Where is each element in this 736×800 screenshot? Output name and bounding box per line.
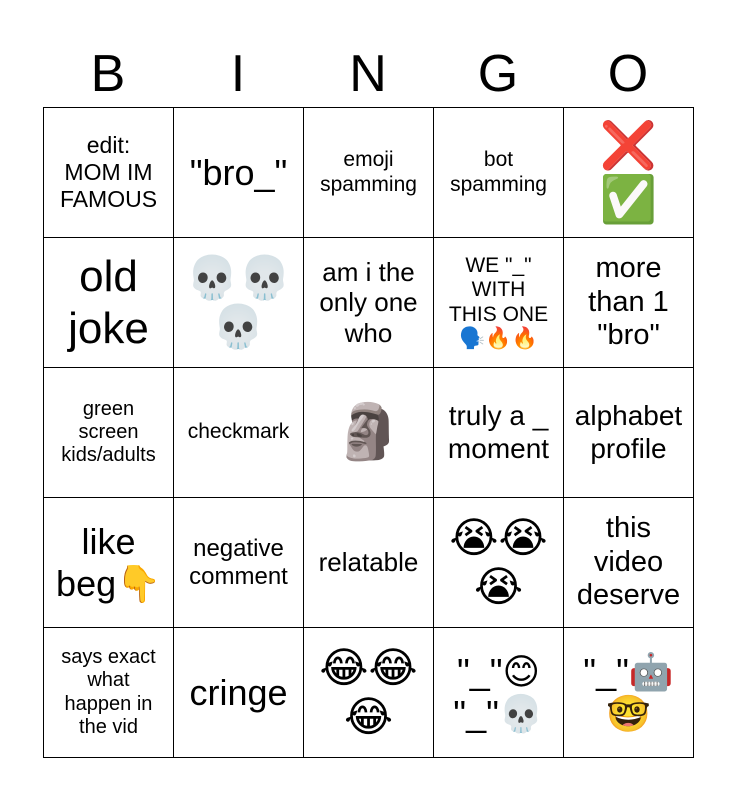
bingo-cell[interactable]: edit: MOM IM FAMOUS bbox=[44, 108, 174, 238]
bingo-cell[interactable]: 😭😭 😭 bbox=[434, 498, 564, 628]
bingo-cell[interactable]: green screen kids/adults bbox=[44, 368, 174, 498]
header-letter-n: N bbox=[349, 45, 387, 103]
bingo-cell[interactable]: cringe bbox=[174, 628, 304, 758]
bingo-cell[interactable]: am i the only one who bbox=[304, 238, 434, 368]
bingo-cell[interactable]: checkmark bbox=[174, 368, 304, 498]
bingo-cell[interactable]: truly a _ moment bbox=[434, 368, 564, 498]
bingo-cell[interactable]: 💀💀 💀 bbox=[174, 238, 304, 368]
bingo-cell[interactable]: emoji spamming bbox=[304, 108, 434, 238]
bingo-cell[interactable]: relatable bbox=[304, 498, 434, 628]
bingo-cell[interactable]: WE "_" WITH THIS ONE 🗣️🔥🔥 bbox=[434, 238, 564, 368]
bingo-cell[interactable]: old joke bbox=[44, 238, 174, 368]
bingo-cell[interactable]: 😂😂 😂 bbox=[304, 628, 434, 758]
bingo-header bbox=[43, 40, 693, 108]
bingo-cell[interactable]: alphabet profile bbox=[564, 368, 694, 498]
bingo-cell[interactable]: "bro_" bbox=[174, 108, 304, 238]
bingo-board bbox=[43, 107, 694, 758]
bingo-cell[interactable]: bot spamming bbox=[434, 108, 564, 238]
header-letter-o: O bbox=[607, 45, 649, 103]
header-letter-g: G bbox=[477, 45, 519, 103]
bingo-cell[interactable]: negative comment bbox=[174, 498, 304, 628]
bingo-cell[interactable]: more than 1 "bro" bbox=[564, 238, 694, 368]
bingo-cell[interactable]: "_"🤖 🤓 bbox=[564, 628, 694, 758]
bingo-cell[interactable]: 🗿 bbox=[304, 368, 434, 498]
header-letter-b: B bbox=[90, 45, 126, 103]
bingo-cell[interactable]: this video deserve bbox=[564, 498, 694, 628]
bingo-cell[interactable]: "_"😊 "_"💀 bbox=[434, 628, 564, 758]
bingo-cell[interactable]: like beg👇 bbox=[44, 498, 174, 628]
header-letter-i: I bbox=[230, 45, 246, 103]
bingo-cell[interactable]: says exact what happen in the vid bbox=[44, 628, 174, 758]
bingo-cell[interactable]: ❌ ✅ bbox=[564, 108, 694, 238]
